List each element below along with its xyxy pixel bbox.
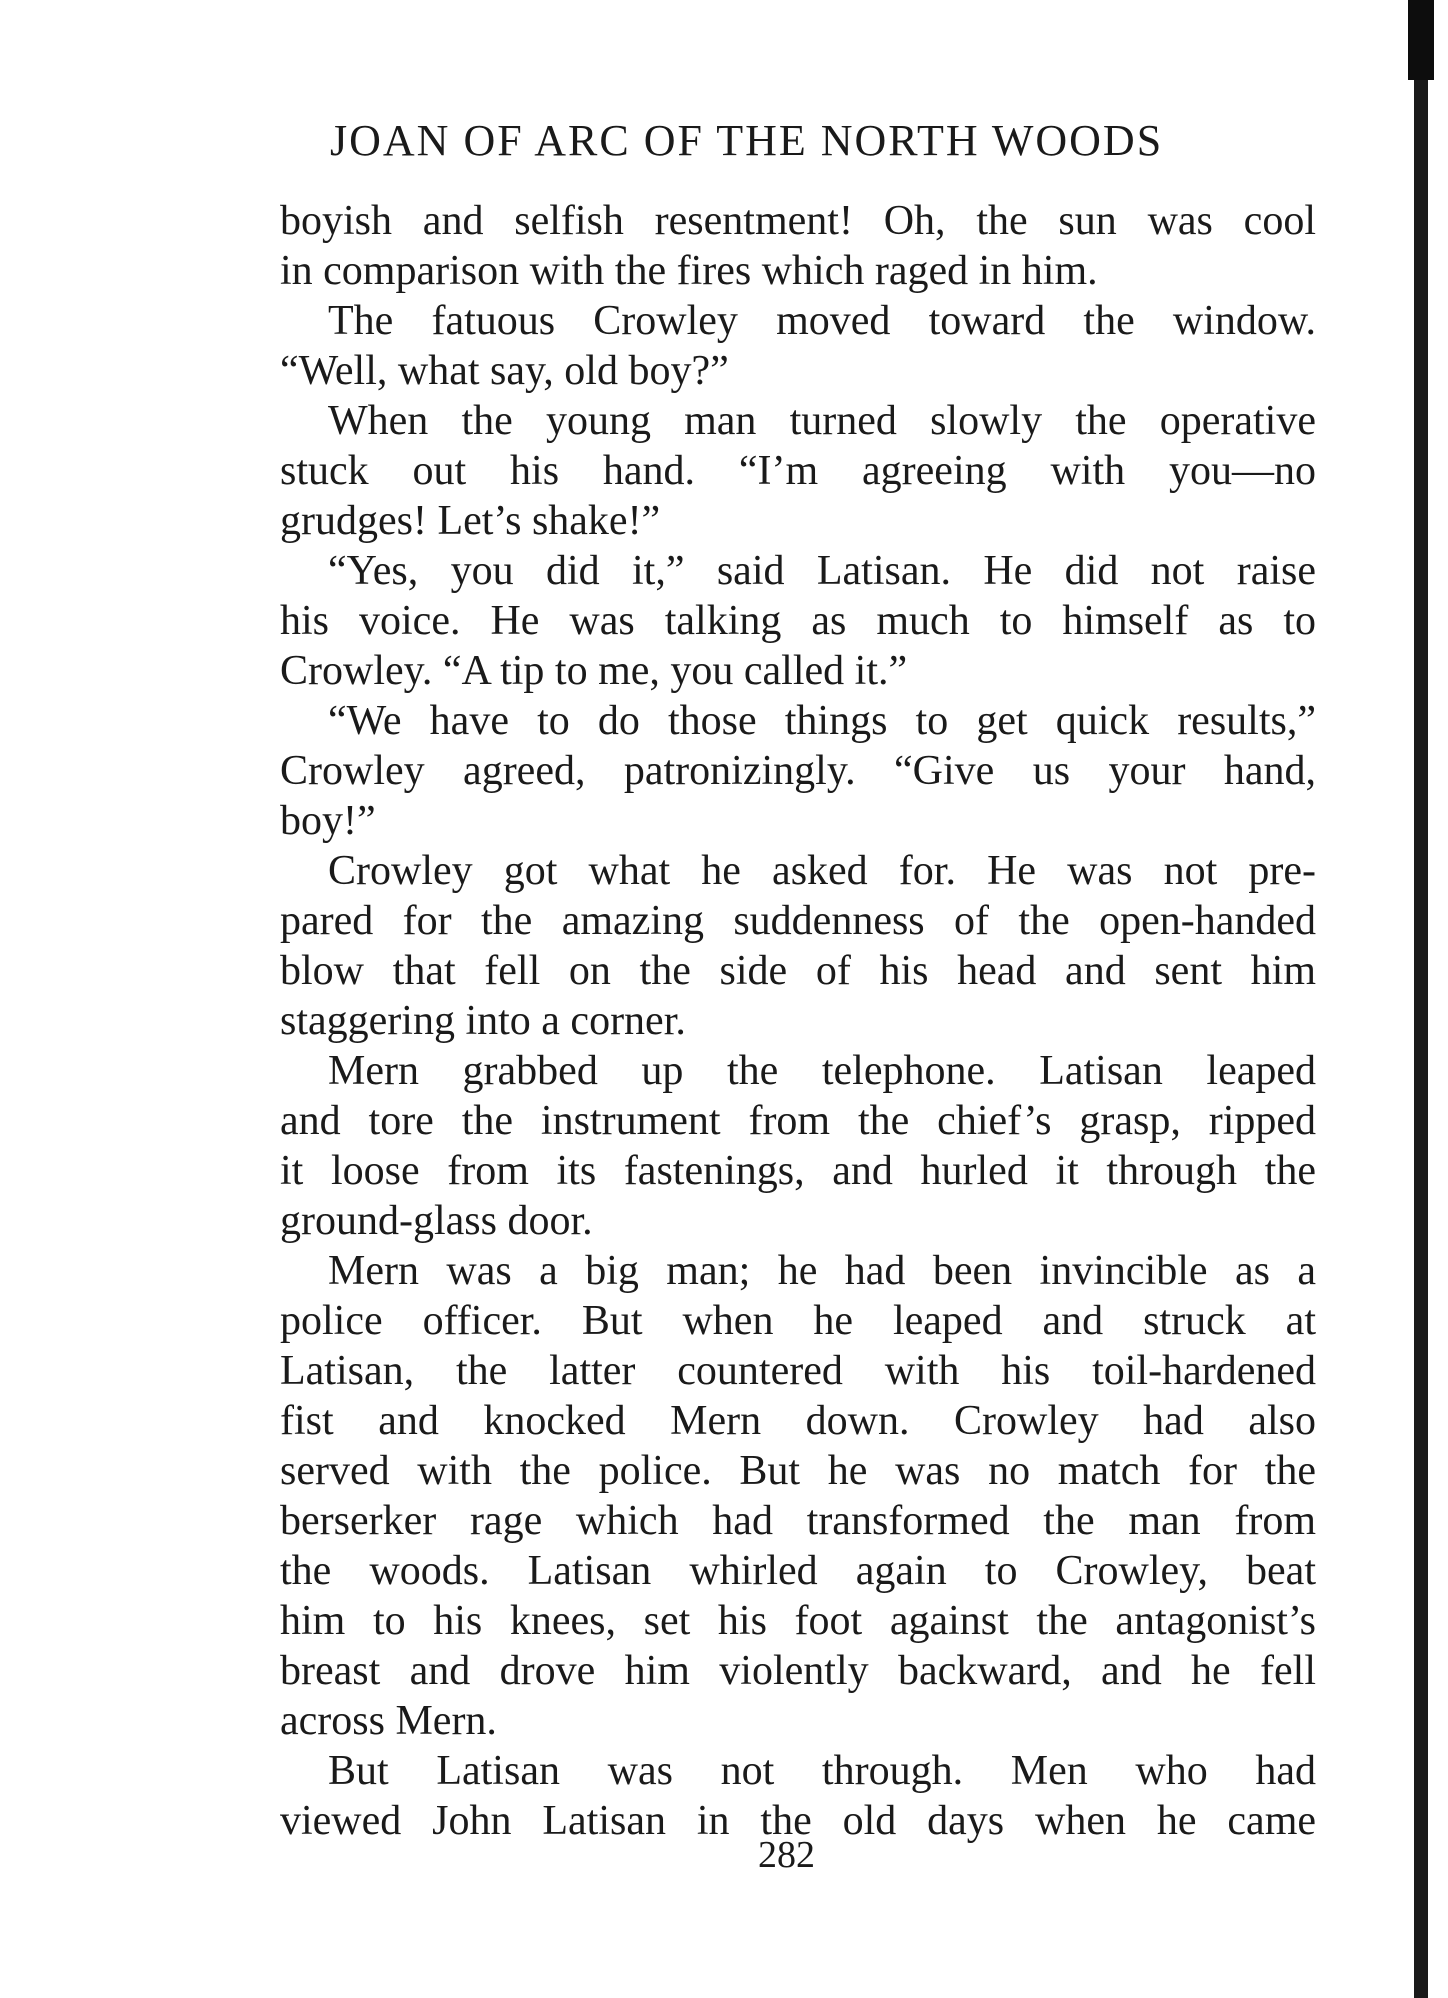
text-line: and tore the instrument from the chief’s grasp, ripped <box>280 1098 1316 1144</box>
text-line: grudges! Let’s shake!” <box>280 498 661 544</box>
running-head: JOAN OF ARC OF THE NORTH WOODS <box>330 116 1164 165</box>
text-line: breast and drove him violently backward, and he fell <box>280 1648 1316 1694</box>
text-line: fist and knocked Mern down. Crowley had also <box>280 1398 1316 1444</box>
text-line: in comparison with the fires which raged in him. <box>280 248 1098 294</box>
text-line: But Latisan was not through. Men who had <box>328 1748 1316 1794</box>
page-edge-shadow <box>1414 0 1428 1998</box>
text-line: boyish and selfish resentment! Oh, the sun was cool <box>280 198 1316 244</box>
text-line: Mern was a big man; he had been invincible as a <box>328 1248 1316 1294</box>
text-line: it loose from its fastenings, and hurled it through the <box>280 1148 1316 1194</box>
text-line: Crowley got what he asked for. He was not pre- <box>328 848 1316 894</box>
text-line: ground-glass door. <box>280 1198 593 1244</box>
text-line: stuck out his hand. “I’m agreeing with you—no <box>280 448 1316 494</box>
text-line: “Well, what say, old boy?” <box>280 348 729 394</box>
text-line: the woods. Latisan whirled again to Crowley, beat <box>280 1548 1316 1594</box>
text-line: blow that fell on the side of his head and sent him <box>280 948 1316 994</box>
text-line: The fatuous Crowley moved toward the window. <box>328 298 1316 344</box>
text-line: “We have to do those things to get quick results,” <box>328 698 1316 744</box>
text-line: “Yes, you did it,” said Latisan. He did not raise <box>328 548 1316 594</box>
text-line: pared for the amazing suddenness of the open-handed <box>280 898 1316 944</box>
text-line: served with the police. But he was no match for the <box>280 1448 1316 1494</box>
text-line: When the young man turned slowly the operative <box>328 398 1316 444</box>
page-number: 282 <box>758 1834 815 1876</box>
page-edge-shadow-top <box>1408 0 1434 80</box>
text-line: Mern grabbed up the telephone. Latisan leaped <box>328 1048 1316 1094</box>
text-line: staggering into a corner. <box>280 998 686 1044</box>
text-line: viewed John Latisan in the old days when he came <box>280 1798 1316 1844</box>
text-line: Latisan, the latter countered with his toil-hardened <box>280 1348 1316 1394</box>
text-line: across Mern. <box>280 1698 497 1744</box>
text-line: his voice. He was talking as much to himself as to <box>280 598 1316 644</box>
text-line: boy!” <box>280 798 376 844</box>
text-line: police officer. But when he leaped and struck at <box>280 1298 1316 1344</box>
text-line: Crowley agreed, patronizingly. “Give us your hand, <box>280 748 1316 794</box>
text-line: him to his knees, set his foot against the antagonist’s <box>280 1598 1316 1644</box>
text-line: Crowley. “A tip to me, you called it.” <box>280 648 908 694</box>
text-line: berserker rage which had transformed the man from <box>280 1498 1316 1544</box>
body-text <box>280 196 1316 1846</box>
